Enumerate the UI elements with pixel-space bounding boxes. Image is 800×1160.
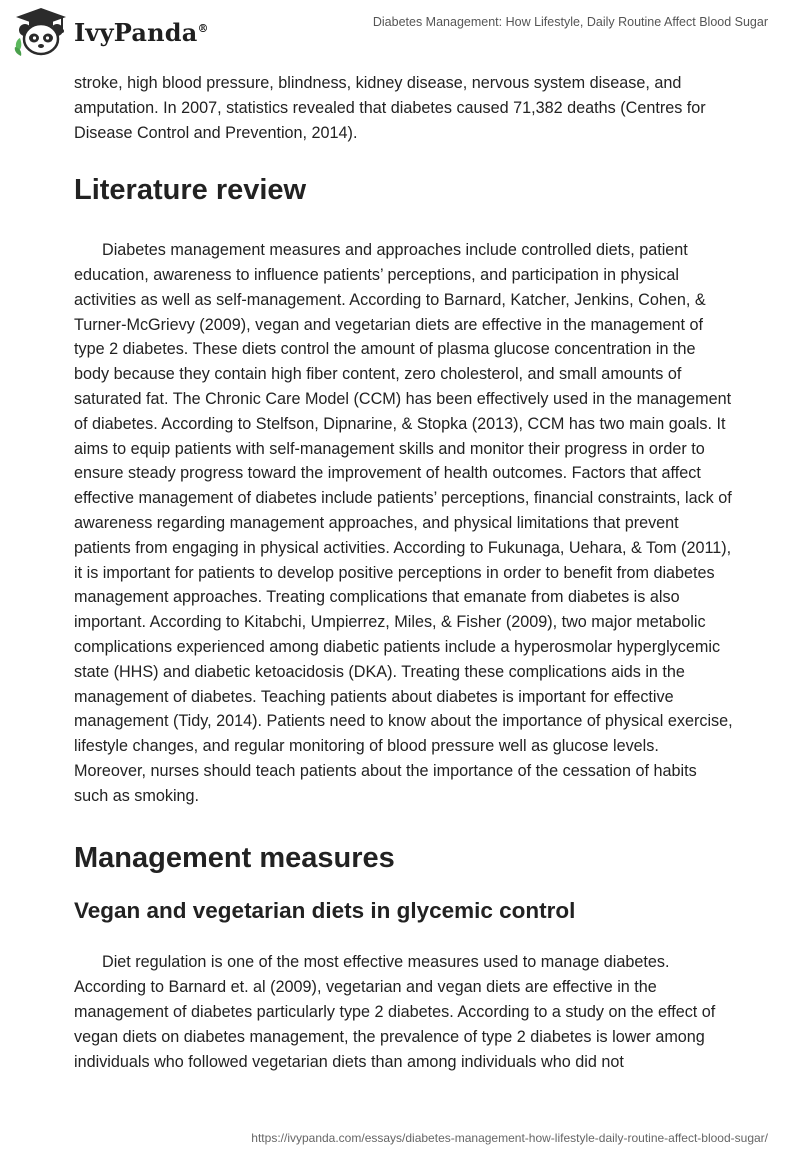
essay-content bbox=[74, 71, 734, 1074]
brand-name: IvyPanda® bbox=[74, 17, 209, 47]
panda-graduate-icon bbox=[12, 6, 70, 58]
section-heading-management-measures: Management measures bbox=[74, 841, 395, 874]
subheading-vegan-diets: Vegan and vegetarian diets in glycemic control bbox=[74, 898, 576, 924]
document-title: Diabetes Management: How Lifestyle, Daily Routine Affect Blood Sugar bbox=[372, 15, 768, 29]
registered-mark: ® bbox=[197, 21, 209, 35]
intro-paragraph: stroke, high blood pressure, blindness, kidney disease, nervous system disease, and amputation. In 2007, statistics revealed that diabetes caused 71,382 deaths (Centres for Disease Control and Prevention, 2014). bbox=[74, 74, 706, 142]
section-heading-literature-review: Literature review bbox=[74, 174, 307, 207]
page-header bbox=[0, 0, 800, 62]
vegan-diets-paragraph: Diet regulation is one of the most effective measures used to manage diabetes. According to Barnard et. al (2009), vegetarian and vegan diets are effective in the management of diabetes particularly type 2 diabetes. According to a study on the effect of vegan diets on diabetes management, the prevalence of type 2 diabetes is lower among individuals who followed vegetarian diets than among individuals who did not bbox=[74, 953, 716, 1071]
literature-review-paragraph: Diabetes management measures and approaches include controlled diets, patient education, awareness to influence patients’ perceptions, and participation in physical activities as well as self-management. According to Barnard, Katcher, Jenkins, Cohen, & Turner-McGrievy (2009), vegan and vegetarian diets are effective in the management of type 2 diabetes. These diets control the amount of plasma glucose concentration in the body because they contain high fiber content, zero cholesterol, and small amounts of saturated fat. The Chronic Care Model (CCM) has been effectively used in the management of diabetes. According to Stelfson, Dipnarine, & Stopka (2013), CCM has two main goals. It aims to equip patients with self-management skills and monitor their progress in order to ensure steady progress toward the improvement of health outcomes. Factors that affect effective management of diabetes include patients’ perceptions, financial constraints, lack of awareness regarding management approaches, and physical limitations that prevent patients from engaging in physical activities. According to Fukunaga, Uehara, & Tom (2011), it is important for patients to develop positive perceptions in order to benefit from diabetes management approaches. Treating complications that emanate from diabetes is also important. According to Kitabchi, Umpierrez, Miles, & Fisher (2009), two major metabolic complications experienced among diabetic patients include a hyperosmolar hyperglycemic state (HHS) and diabetic ketoacidosis (DKA). Treating these complications aids in the management of diabetes. Teaching patients about diabetes is important for effective management (Tidy, 2014). Patients need to know about the importance of physical exercise, lifestyle changes, and regular monitoring of blood pressure well as glucose levels. Moreover, nurses should teach patients about the importance of the cessation of habits such as smoking. bbox=[74, 241, 733, 805]
brand-logo[interactable] bbox=[12, 6, 209, 58]
source-url-link[interactable]: https://ivypanda.com/essays/diabetes-management-how-lifestyle-daily-routine-affect-blood-sugar/ bbox=[251, 1131, 768, 1145]
